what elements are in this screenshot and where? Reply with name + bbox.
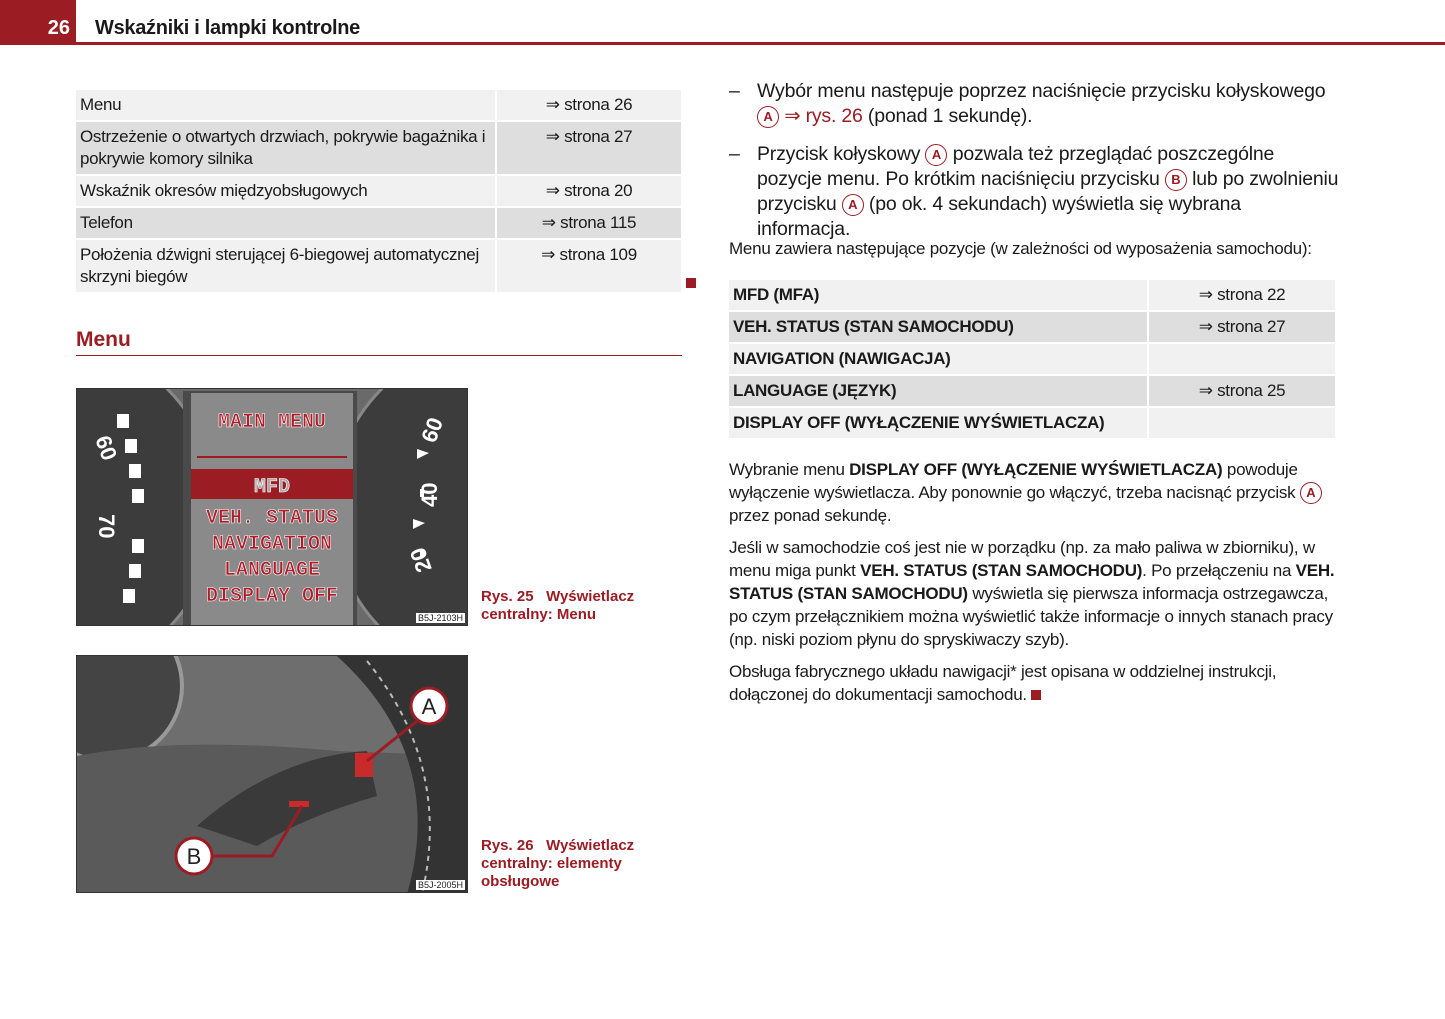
figure-25-image bbox=[76, 388, 468, 626]
page-link[interactable]: ⇒ strona 20 bbox=[497, 176, 681, 206]
row-label: VEH. STATUS (STAN SAMOCHODU) bbox=[729, 312, 1147, 342]
table-row bbox=[76, 240, 681, 292]
figure-26-caption: Rys. 26 Wyświetlacz centralny: elementy obsługowe bbox=[481, 837, 635, 890]
gauge-label: 60 bbox=[416, 414, 449, 446]
row-label: NAVIGATION (NAWIGACJA) bbox=[729, 344, 1147, 374]
table-row bbox=[729, 376, 1335, 406]
display-title: MAIN MENU bbox=[217, 411, 327, 434]
row-label: Telefon bbox=[76, 208, 495, 238]
display-item: LANGUAGE bbox=[223, 559, 321, 582]
steering-lever-illustration bbox=[77, 656, 468, 893]
table-row bbox=[729, 408, 1335, 438]
paragraph-veh-status: Jeśli w samochodzie coś jest nie w porządku (np. za mało paliwa w zbiorniku), w menu miga punkt VEH. STATUS (STAN SAMOCHODU). Po przełączeniu na VEH. STATUS (STAN SAMOCHODU) wyświetla się pierwsza informacja ostrzegawcza, po czym przełącznikiem można wyświetlić także informacje o innych stanach pracy (np. niski poziom płynu do spryskiwaczy szyb). bbox=[729, 538, 1335, 649]
bullet-item: – Wybór menu następuje poprzez naciśnięcie przycisku kołyskowego A ⇒ rys. 26 (ponad 1 sekundę). bbox=[729, 80, 1326, 127]
gauge-label: 60 bbox=[90, 432, 123, 464]
page-link bbox=[1149, 408, 1335, 438]
row-label: LANGUAGE (JĘZYK) bbox=[729, 376, 1147, 406]
page-link[interactable]: ⇒ strona 26 bbox=[497, 90, 681, 120]
page-title: Wskaźniki i lampki kontrolne bbox=[95, 17, 360, 39]
table-row bbox=[729, 312, 1335, 342]
row-label: MFD (MFA) bbox=[729, 280, 1147, 310]
section-heading: Menu bbox=[76, 328, 131, 351]
page-link[interactable]: ⇒ strona 27 bbox=[1149, 312, 1335, 342]
page-number: 26 bbox=[47, 17, 70, 39]
end-marker-icon bbox=[1031, 690, 1041, 700]
page-link bbox=[1149, 344, 1335, 374]
page-link[interactable]: ⇒ strona 109 bbox=[497, 240, 681, 292]
bullet-item: – Przycisk kołyskowy A pozwala też przeglądać poszczególne pozycje menu. Po krótkim naciśnięciu przycisku B lub po zwolnieniu przycisku A (po ok. 4 sekundach) wyświetla się wybrana informacja. bbox=[729, 143, 1339, 240]
row-label: DISPLAY OFF (WYŁĄCZENIE WYŚWIETLACZA) bbox=[729, 408, 1147, 438]
button-a-icon: A bbox=[842, 194, 864, 216]
header-rule bbox=[0, 42, 1445, 45]
table-row bbox=[76, 90, 681, 120]
button-b-icon: B bbox=[1165, 169, 1187, 191]
paragraph-navigation: Obsługa fabrycznego układu nawigacji* jest opisana w oddzielnej instrukcji, dołączonej do dokumentacji samochodu. bbox=[729, 662, 1277, 704]
paragraph-display-off: Wybranie menu DISPLAY OFF (WYŁĄCZENIE WYŚWIETLACZA) powoduje wyłączenie wyświetlacza. Aby ponownie go włączyć, trzeba nacisnąć przycisk A przez ponad sekundę. bbox=[729, 458, 1339, 527]
section-rule bbox=[76, 355, 682, 356]
instrument-cluster-illustration bbox=[77, 389, 468, 626]
page-link[interactable]: ⇒ strona 115 bbox=[497, 208, 681, 238]
table-row bbox=[729, 280, 1335, 310]
table-row bbox=[729, 344, 1335, 374]
table-row bbox=[76, 208, 681, 238]
row-label: Ostrzeżenie o otwartych drzwiach, pokrywie bagażnika i pokrywie komory silnika bbox=[76, 122, 495, 174]
gauge-label: 20 bbox=[404, 544, 437, 576]
button-a-icon: A bbox=[757, 106, 779, 128]
menu-items-table bbox=[727, 278, 1337, 440]
row-label: Wskaźnik okresów międzyobsługowych bbox=[76, 176, 495, 206]
table-row bbox=[76, 176, 681, 206]
row-label: Menu bbox=[76, 90, 495, 120]
button-a-icon: A bbox=[1300, 482, 1322, 504]
figure-25-caption: Rys. 25 Wyświetlacz centralny: Menu bbox=[481, 588, 635, 623]
callout-a: A bbox=[421, 694, 437, 719]
page-link[interactable]: ⇒ strona 22 bbox=[1149, 280, 1335, 310]
display-item: DISPLAY OFF bbox=[205, 585, 339, 608]
page-link[interactable]: ⇒ strona 27 bbox=[497, 122, 681, 174]
gauge-label: 70 bbox=[94, 514, 119, 539]
callout-b: B bbox=[186, 844, 202, 869]
figure-26-image bbox=[76, 655, 468, 893]
figure-code: B5J-2005H bbox=[417, 880, 463, 890]
row-label: Położenia dźwigni sterującej 6-biegowej automatycznej skrzyni biegów bbox=[76, 240, 495, 292]
button-a-icon: A bbox=[925, 144, 947, 166]
reference-table bbox=[74, 88, 683, 294]
end-marker-icon bbox=[686, 278, 696, 288]
menu-intro: Menu zawiera następujące pozycje (w zależności od wyposażenia samochodu): bbox=[729, 239, 1312, 258]
table-row bbox=[76, 122, 681, 174]
display-item-selected: MFD bbox=[253, 476, 291, 499]
figure-link[interactable]: ⇒ rys. 26 bbox=[784, 105, 863, 127]
figure-code: B5J-2103H bbox=[417, 613, 463, 623]
page-link[interactable]: ⇒ strona 25 bbox=[1149, 376, 1335, 406]
display-item: VEH. STATUS bbox=[205, 507, 339, 530]
gauge-label: 40 bbox=[417, 482, 442, 507]
display-item: NAVIGATION bbox=[211, 533, 333, 556]
